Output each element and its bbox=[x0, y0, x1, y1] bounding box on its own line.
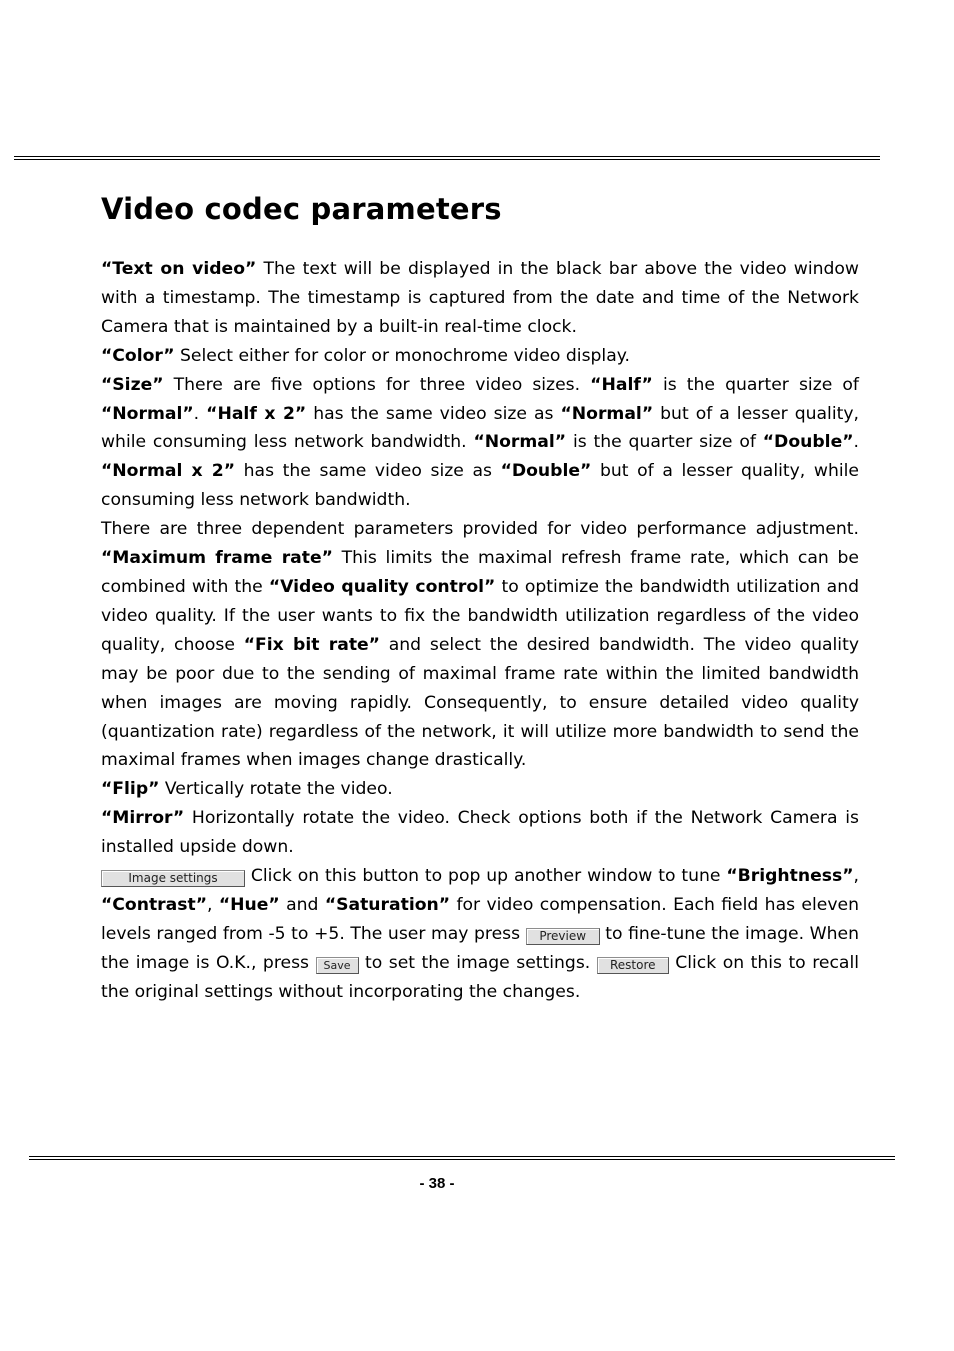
term-color: “Color” bbox=[101, 345, 175, 366]
image-settings-button[interactable]: Image settings bbox=[101, 870, 245, 887]
paragraph-image-settings: Image settings Click on this button to pop up another window to tune “Brightness”, “Contrast”, “Hue” and “Saturation” for video compensation. Each field has eleven levels ranged from -5 to +5. The user may press Preview to fine-tune the image. When the image is O.K., press Save to set the image settings. Restore Click on this to recall the original settings without incorporating the changes. bbox=[101, 866, 859, 1002]
term-max-frame-rate: “Maximum frame rate” bbox=[101, 548, 333, 569]
paragraph-flip: “Flip” Vertically rotate the video. bbox=[101, 779, 393, 800]
paragraph-performance: There are three dependent parameters provided for video performance adjustment. “Maximum frame rate” This limits the maximal refresh frame rate, which can be combined with the “Video quality control” to optimize the bandwidth utilization and video quality. If the user wants to fix the bandwidth utilization regardless of the video quality, choose “Fix bit rate” and select the desired bandwidth. The video quality may be poor due to the sending of maximal frame rate within the limited bandwidth when images are moving rapidly. Consequently, to ensure detailed video quality (quantization rate) regardless of the network, it will utilize more bandwidth to send the maximal frames when images change drastically. bbox=[101, 519, 860, 771]
header-rule bbox=[14, 156, 880, 160]
body-content bbox=[101, 255, 859, 1007]
save-button[interactable]: Save bbox=[316, 957, 359, 974]
term-mirror: “Mirror” bbox=[101, 808, 185, 829]
term-text-on-video: “Text on video” bbox=[101, 259, 257, 279]
term-size: “Size” bbox=[101, 374, 164, 395]
preview-button[interactable]: Preview bbox=[526, 928, 600, 945]
paragraph-size: “Size” There are five options for three video sizes. “Half” is the quarter size of “Normal”. “Half x 2” has the same video size as “Normal” but of a lesser quality, while consuming less network bandwidth. “Normal” is the quarter size of “Double”. “Normal x 2” has the same video size as “Double” but of a lesser quality, while consuming less network bandwidth. bbox=[101, 374, 859, 511]
paragraph-text-on-video: “Text on video” The text will be displayed in the black bar above the video window with a timestamp. The timestamp is captured from the date and time of the Network Camera that is maintained by a built-in real-time clock. bbox=[101, 259, 859, 337]
restore-button[interactable]: Restore bbox=[597, 957, 669, 974]
page-number: - 38 - bbox=[419, 1175, 455, 1192]
page-title: Video codec parameters bbox=[101, 192, 502, 226]
footer-rule bbox=[29, 1156, 895, 1160]
term-fix-bit-rate: “Fix bit rate” bbox=[243, 634, 380, 655]
term-flip: “Flip” bbox=[101, 779, 160, 800]
paragraph-color: “Color” Select either for color or monochrome video display. bbox=[101, 345, 630, 366]
term-video-quality-control: “Video quality control” bbox=[268, 576, 496, 597]
paragraph-mirror: “Mirror” Horizontally rotate the video. Check options both if the Network Camera is installed upside down. bbox=[101, 808, 859, 858]
